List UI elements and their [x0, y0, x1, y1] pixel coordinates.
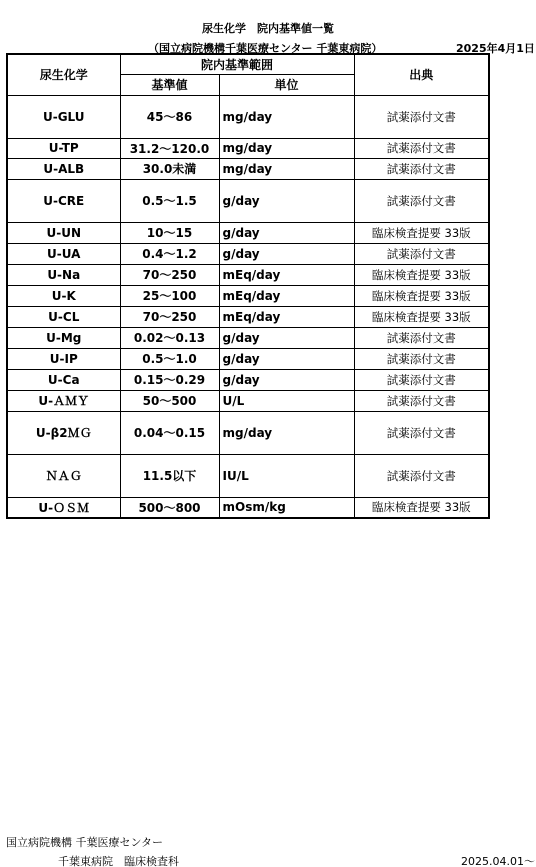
cell-source: 試薬添付文書 [354, 348, 489, 369]
table-row [7, 411, 489, 454]
cell-unit: g/day [219, 222, 354, 243]
cell-value: 500～800 [120, 497, 219, 518]
cell-value: 30.0未満 [120, 158, 219, 179]
table-row [7, 138, 489, 158]
reference-table [6, 53, 490, 519]
table-row [7, 222, 489, 243]
cell-item: U-UN [7, 222, 120, 243]
cell-unit: mEq/day [219, 264, 354, 285]
cell-unit: mEq/day [219, 306, 354, 327]
cell-source: 試薬添付文書 [354, 411, 489, 454]
page-title: 尿生化学 院内基準値一覧 [202, 22, 334, 35]
cell-unit: mg/day [219, 411, 354, 454]
cell-unit: mEq/day [219, 285, 354, 306]
footer-organization: 国立病院機構 千葉医療センター [6, 836, 164, 849]
cell-value: 0.5～1.0 [120, 348, 219, 369]
header-value: 基準値 [120, 74, 219, 95]
cell-item: U-IP [7, 348, 120, 369]
cell-item: U-Mg [7, 327, 120, 348]
table-row [7, 327, 489, 348]
cell-unit: g/day [219, 327, 354, 348]
cell-value: 70～250 [120, 306, 219, 327]
cell-source: 試薬添付文書 [354, 390, 489, 411]
table-row [7, 497, 489, 518]
header-unit: 単位 [219, 74, 354, 95]
cell-source: 臨床検査提要 33版 [354, 497, 489, 518]
cell-item: U-ＯＳＭ [7, 497, 120, 518]
cell-unit: mg/day [219, 138, 354, 158]
cell-value: 25～100 [120, 285, 219, 306]
cell-value: 45～86 [120, 95, 219, 138]
cell-source: 臨床検査提要 33版 [354, 264, 489, 285]
cell-value: 0.4～1.2 [120, 243, 219, 264]
cell-unit: mg/day [219, 158, 354, 179]
cell-source: 臨床検査提要 33版 [354, 285, 489, 306]
cell-value: 0.15～0.29 [120, 369, 219, 390]
table-row [7, 95, 489, 138]
cell-item: U-ALB [7, 158, 120, 179]
cell-item: U-GLU [7, 95, 120, 138]
cell-item: U-UA [7, 243, 120, 264]
cell-value: 70～250 [120, 264, 219, 285]
cell-unit: mg/day [219, 95, 354, 138]
table-header-row [7, 54, 489, 74]
cell-value: 31.2～120.0 [120, 138, 219, 158]
header-source: 出典 [354, 54, 489, 95]
cell-value: 50～500 [120, 390, 219, 411]
issue-date: 2025年4月1日 [456, 42, 535, 55]
cell-item: U-β2ＭＧ [7, 411, 120, 454]
cell-unit: IU/L [219, 454, 354, 497]
footer-date: 2025.04.01～ [461, 855, 535, 867]
page-subtitle: （国立病院機構千葉医療センター 千葉東病院） [148, 42, 383, 55]
table-row [7, 179, 489, 222]
cell-unit: U/L [219, 390, 354, 411]
cell-source: 試薬添付文書 [354, 327, 489, 348]
cell-source: 試薬添付文書 [354, 243, 489, 264]
cell-item: U-TP [7, 138, 120, 158]
cell-item: U-ＡＭＹ [7, 390, 120, 411]
cell-source: 試薬添付文書 [354, 158, 489, 179]
cell-item: U-K [7, 285, 120, 306]
cell-source: 試薬添付文書 [354, 369, 489, 390]
table-row [7, 264, 489, 285]
cell-item: ＮＡＧ [7, 454, 120, 497]
cell-item: U-Na [7, 264, 120, 285]
cell-source: 臨床検査提要 33版 [354, 306, 489, 327]
table-row [7, 348, 489, 369]
cell-value: 10～15 [120, 222, 219, 243]
table-body [7, 95, 489, 518]
table-row [7, 158, 489, 179]
cell-unit: g/day [219, 179, 354, 222]
cell-value: 0.02～0.13 [120, 327, 219, 348]
table-row [7, 285, 489, 306]
table-row [7, 369, 489, 390]
cell-item: U-CRE [7, 179, 120, 222]
cell-source: 試薬添付文書 [354, 138, 489, 158]
cell-unit: mOsm/kg [219, 497, 354, 518]
cell-source: 試薬添付文書 [354, 95, 489, 138]
cell-item: U-Ca [7, 369, 120, 390]
cell-value: 11.5以下 [120, 454, 219, 497]
header-range-group: 院内基準範囲 [120, 54, 354, 74]
table-row [7, 306, 489, 327]
cell-value: 0.04～0.15 [120, 411, 219, 454]
footer-department: 千葉東病院 臨床検査科 [58, 855, 179, 867]
cell-unit: g/day [219, 243, 354, 264]
cell-source: 試薬添付文書 [354, 179, 489, 222]
table-row [7, 243, 489, 264]
table-row [7, 390, 489, 411]
cell-item: U-CL [7, 306, 120, 327]
header-item: 尿生化学 [7, 54, 120, 95]
cell-source: 試薬添付文書 [354, 454, 489, 497]
cell-unit: g/day [219, 348, 354, 369]
cell-unit: g/day [219, 369, 354, 390]
cell-value: 0.5～1.5 [120, 179, 219, 222]
cell-source: 臨床検査提要 33版 [354, 222, 489, 243]
table-row [7, 454, 489, 497]
